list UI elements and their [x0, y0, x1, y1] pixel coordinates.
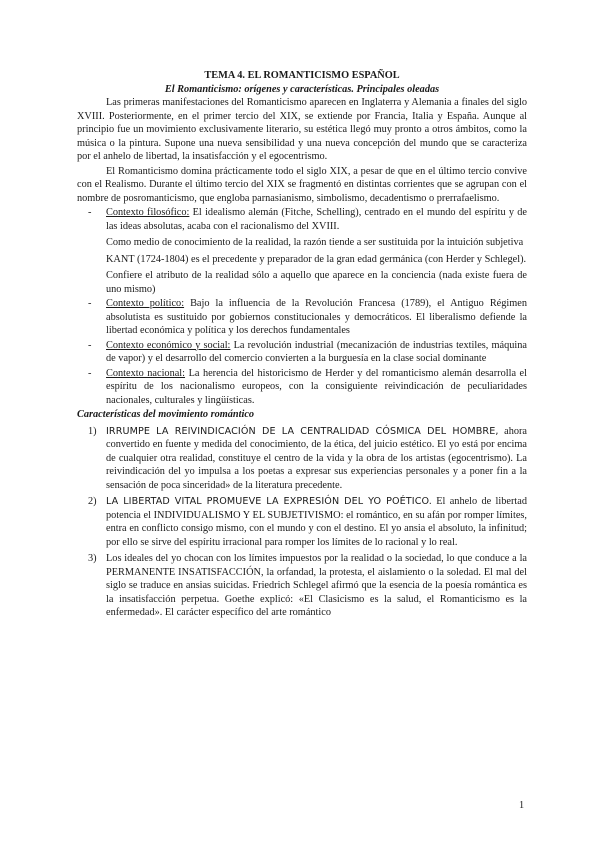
feature-number: 2): [88, 496, 97, 507]
context-extra: Como medio de conocimiento de la realidad, la razón tiende a ser sustituida por la intuición subjetiva: [106, 237, 524, 248]
bullet-dash: -: [88, 207, 92, 218]
context-label: Contexto político:: [106, 298, 185, 309]
context-item-national: [77, 367, 527, 408]
context-text: La revolución industrial (mecanización de industrias textiles, máquina de vapor) y el desarrollo del comercio convierten a la burguesía en la clase social dominante: [106, 339, 527, 364]
context-item-philosophical: [77, 206, 527, 296]
feature-text: El anhelo de libertad potencia el INDIVIDUALISMO Y EL SUBJETIVISMO: el romántico, en su afán por romper límites, entra en conflicto consigo mismo, con el mundo y con el destino. El yo ansia el absoluto, la infinitud; por ello se sirve del espíritu irracional para romper los límites de lo racional y lo real.: [106, 496, 527, 548]
bullet-dash: -: [88, 367, 92, 379]
context-text: La herencia del historicismo de Herder y del romanticismo alemán desarrolla el espíritu de los nacionalismo europeos, con la consiguiente reivindicación de peculiaridades nacionales, culturales y lingüísticas.: [106, 367, 527, 406]
context-label: Contexto económico y social:: [106, 339, 231, 351]
context-paragraph: [106, 297, 527, 338]
context-text: El idealismo alemán (Fitche, Schelling), centrado en el mundo del espíritu y de las ideas absolutas, acaba con el racionalismo del XVIII.: [106, 207, 528, 232]
context-item-political: [77, 297, 527, 338]
context-text: Bajo la influencia de la Revolución Francesa (1789), el Antiguo Régimen absolutista es sustituido por gobiernos constitucionales y democráticos. El liberalismo defiende la libertad económica y política y los derechos fundamentales: [106, 298, 527, 336]
context-paragraph: [106, 367, 527, 408]
intro-paragraph-1: Las primeras manifestaciones del Romanticismo aparecen en Inglaterra y Alemania a finales del siglo XVIII. Posteriormente, en el primer tercio del XIX, se extiende por Francia, Italia y España. Aunque al principio fue un movimiento exclusivamente literario, su estética llegó muy pronto a otros ámbitos, como la música o la pintura. Supone una nueva sensibilidad y una nueva concepción del mundo que se caracteriza por el anhelo de libertad, la insatisfacción y el egocentrismo.: [77, 97, 527, 162]
document-page: [77, 69, 527, 620]
context-label: Contexto nacional:: [106, 367, 186, 379]
feature-number: 3): [88, 553, 97, 564]
context-label: Contexto filosófico:: [106, 207, 190, 218]
document-title: TEMA 4. EL ROMANTICISMO ESPAÑOL: [204, 70, 400, 81]
feature-caps: LA LIBERTAD VITAL PROMUEVE LA EXPRESIÓN DEL YO POÉTICO.: [106, 496, 432, 507]
page-number: 1: [519, 800, 525, 811]
context-paragraph: [106, 206, 527, 233]
feature-paragraph: [106, 552, 527, 620]
intro-paragraph-2: El Romanticismo domina prácticamente todo el siglo XIX, a pesar de que en el último tercio convive con el Realismo. Durante el último tercio del XIX se fragmentó en distintas corrientes que se agrupan con el nombre de posromanticismo, que engloba parnasianismo, simbolismo, decadentismo o prerrafaelismo.: [77, 165, 527, 204]
feature-item-3: [77, 552, 527, 620]
context-list: [77, 206, 527, 407]
feature-text: Los ideales del yo chocan con los límites impuestos por la realidad o la sociedad, lo que conduce a la PERMANENTE INSATISFACCIÓN, la orfandad, la protesta, el aislamiento o la soledad. El mal del siglo se traduce en ansias suicidas. Friedrich Schlegel afirmó que la esencia de la poesía romántica es la insatisfacción perpetua. Goethe explicó: «El Clasicismo es la salud, el Romanticismo es la enfermedad». El carácter específico del arte romántico: [106, 553, 527, 618]
feature-text: ahora convertido en fuente y medida del conocimiento, de la ética, del juicio estético. El yo está por encima de cualquier otra realidad, constituye el centro de la vida y la obra de los artistas (egocentrismo). La reivindicación del yo impulsa a los poetas a expresar sus experiencias personales y a poner fin a la sensación de poca sinceridad» de la literatura precedente.: [106, 425, 527, 491]
feature-item-1: [77, 425, 527, 493]
features-list: [77, 425, 527, 620]
context-paragraph: [106, 339, 527, 366]
document-subtitle: El Romanticismo: orígenes y características. Principales oleadas: [164, 84, 440, 95]
feature-caps: IRRUMPE LA REIVINDICACIÓN DE LA CENTRALIDAD CÓSMICA DEL HOMBRE,: [106, 425, 499, 437]
feature-number: 1): [88, 425, 97, 437]
bullet-dash: -: [88, 339, 92, 351]
feature-paragraph: [106, 425, 527, 493]
context-extra: Confiere el atributo de la realidad sólo a aquello que aparece en la conciencia (nada existe fuera de uno mismo): [106, 270, 527, 295]
bullet-dash: -: [88, 298, 92, 309]
feature-item-2: [77, 495, 527, 549]
context-extra: KANT (1724-1804) es el precedente y preparador de la gran edad germánica (con Herder y Schlegel).: [106, 253, 527, 265]
feature-paragraph: [106, 495, 527, 549]
features-heading: Características del movimiento romántico: [77, 409, 255, 420]
context-item-economic: [77, 339, 527, 366]
